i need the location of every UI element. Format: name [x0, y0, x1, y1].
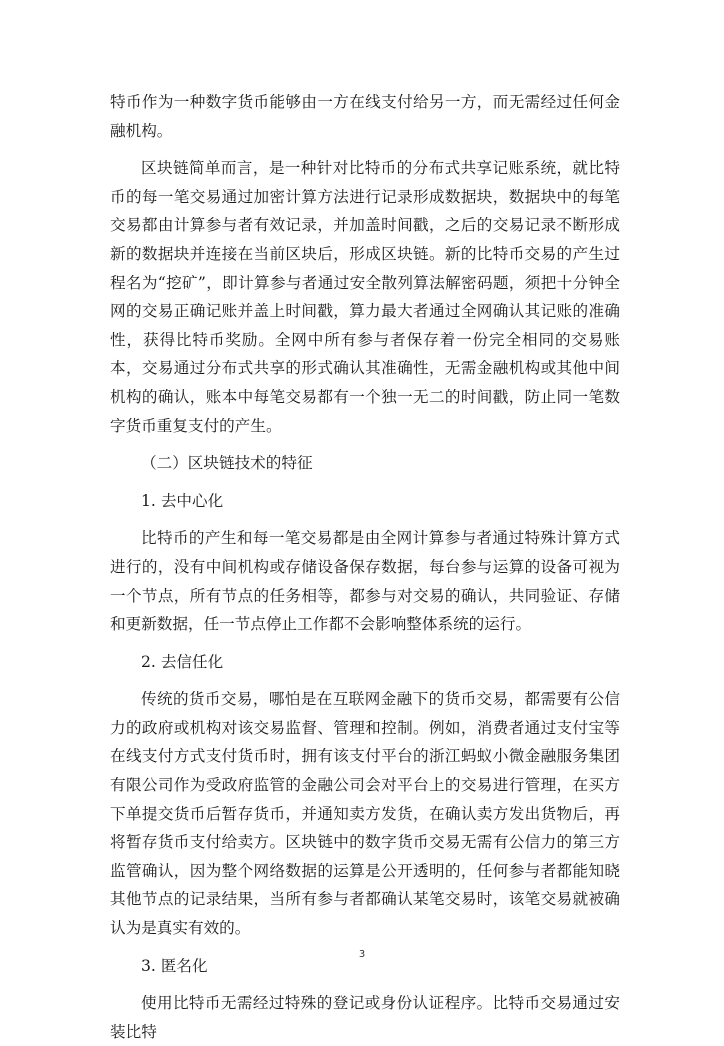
paragraph-trustless: 传统的货币交易，哪怕是在互联网金融下的货币交易，都需要有公信力的政府或机构对该交易监督、管理和控制。例如，消费者通过支付宝等在线支付方式支付货币时，拥有该支付平台的浙江蚂蚁小微金融服务集团有限公司作为受政府监管的金融公司会对平台上的交易进行管理，在买方下单提交货币后暂存货币，并通知卖方发货，在确认卖方发出货物后，再将暂存货币支付给卖方。区块链中的数字货币交易无需有公信力的第三方监管确认，因为整个网络数据的运算是公开透明的，任何参与者都能知晓其他节点的记录结果，当所有参与者都确认某笔交易时，该笔交易就被确认为是真实有效的。: [110, 690, 620, 938]
page-number: 3: [358, 949, 366, 960]
subheading-anonymity: 3. 匿名化: [141, 956, 208, 975]
paragraph-blockchain-definition: 区块链简单而言，是一种针对比特币的分布式共享记账系统，就比特币的每一笔交易通过加密计算方法进行记录形成数据块，数据块中的每笔交易都由计算参与者有效记录，并加盖时间戳，之后的交易记录不断形成新的数据块并连接在当前区块后，形成区块链。新的比特币交易的产生过程名为“挖矿”，即计算参与者通过安全散列算法解密码题，须把十分钟全网的交易正确记账并盖上时间戳，算力最大者通过全网确认其记账的准确性，获得比特币奖励。全网中所有参与者保存着一份完全相同的交易账本，交易通过分布式共享的形式确认其准确性，无需金融机构或其他中间机构的确认，账本中每笔交易都有一个独一无二的时间戳，防止同一笔数字货币重复支付的产生。: [110, 159, 620, 435]
section-heading-features: （二）区块链技术的特征: [141, 454, 313, 473]
subheading-decentralization: 1. 去中心化: [141, 491, 224, 510]
subheading-trustless: 2. 去信任化: [141, 652, 224, 671]
paragraph-continuation: 特币作为一种数字货币能够由一方在线支付给另一方，而无需经过任何金融机构。: [110, 93, 620, 140]
paragraph-anonymity: 使用比特币无需经过特殊的登记或身份认证程序。比特币交易通过安装比特: [110, 994, 620, 1041]
paragraph-decentralization: 比特币的产生和每一笔交易都是由全网计算参与者通过特殊计算方式进行的，没有中间机构或存储设备保存数据，每台参与运算的设备可视为一个节点，所有节点的任务相等，都参与对交易的确认，共同验证、存储和更新数据，任一节点停止工作都不会影响整体系统的运行。: [110, 529, 620, 634]
page-body: [110, 88, 620, 1046]
